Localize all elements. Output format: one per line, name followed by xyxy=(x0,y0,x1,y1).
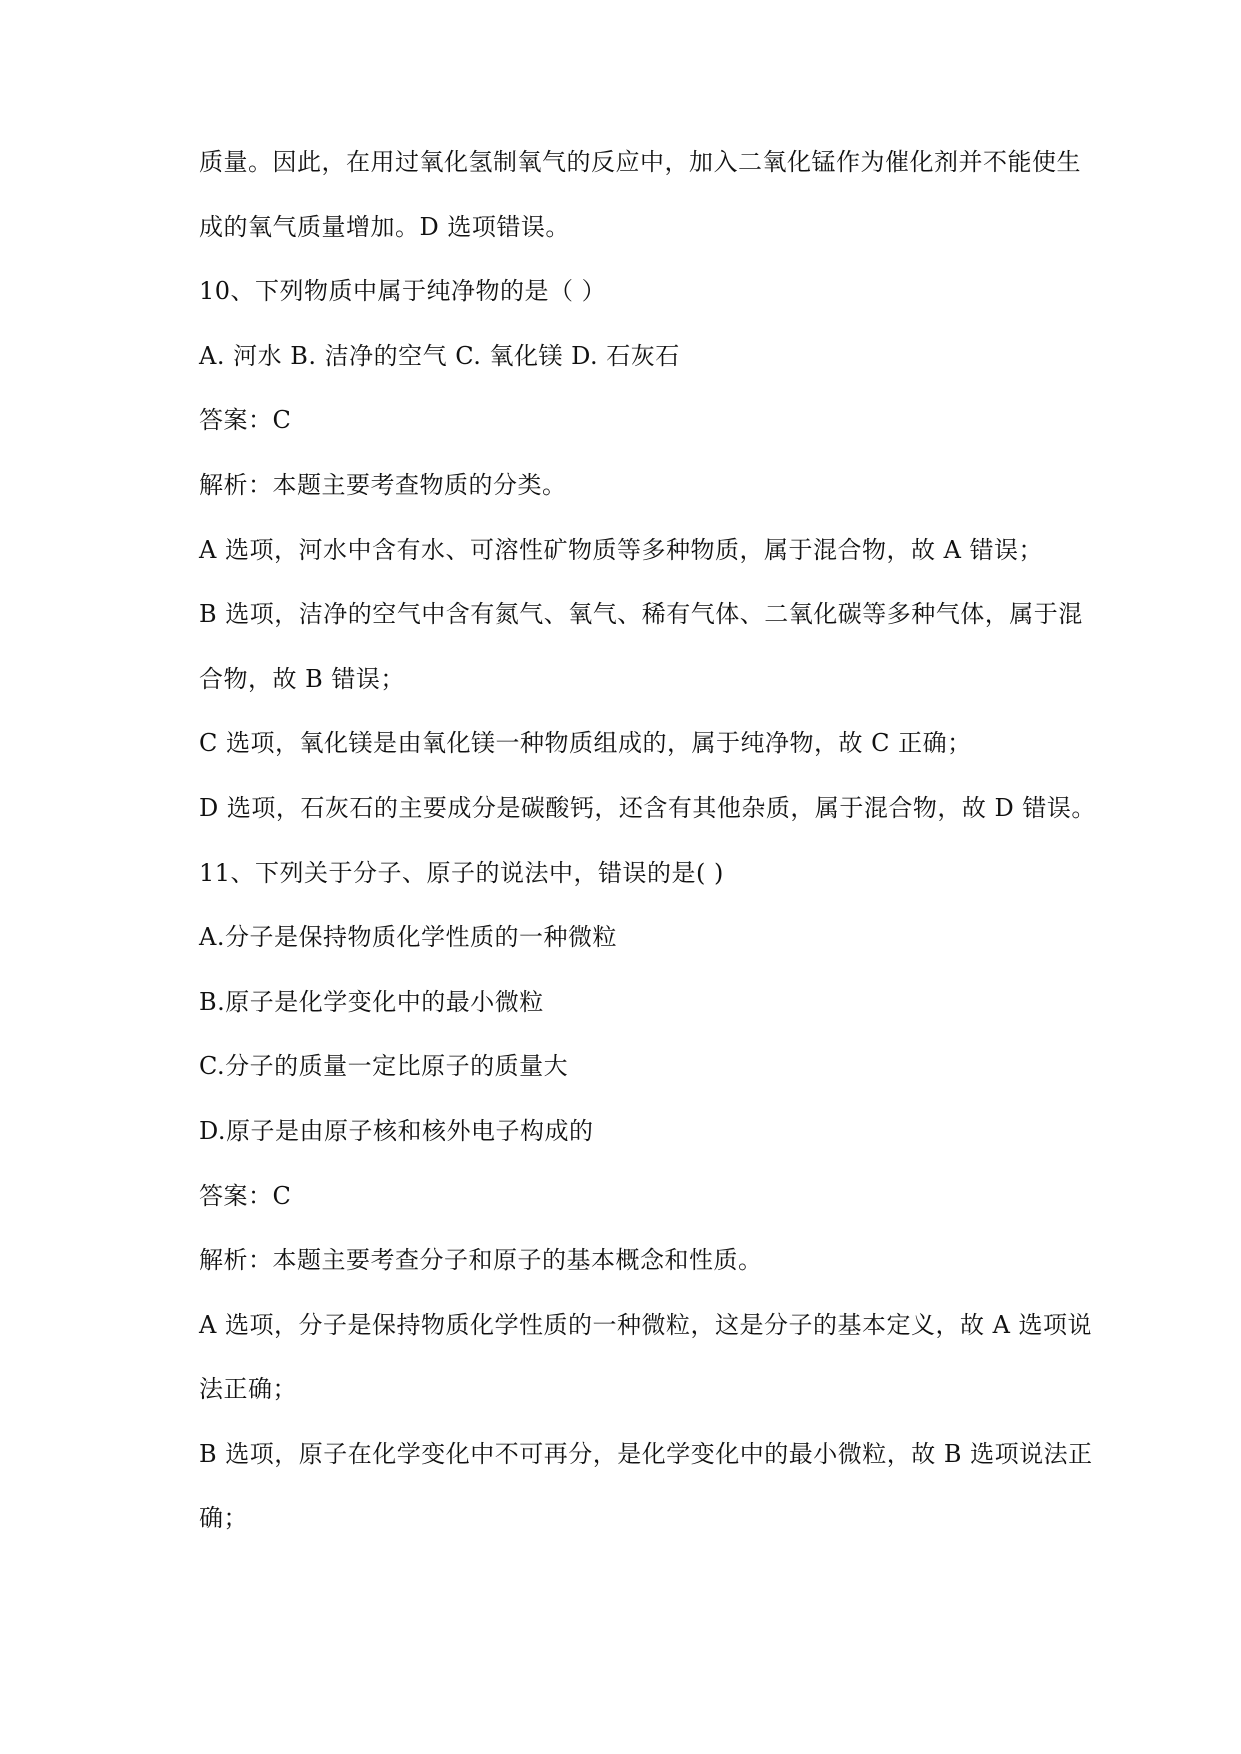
question-11-option-c: C.分子的质量一定比原子的质量大 xyxy=(199,1052,569,1081)
question-11-answer: 答案：C xyxy=(199,1181,292,1210)
analysis-line: C 选项，氧化镁是由氧化镁一种物质组成的，属于纯净物，故 C 正确； xyxy=(199,729,972,758)
question-10-answer: 答案：C xyxy=(199,406,292,435)
analysis-line: B 选项，洁净的空气中含有氮气、氧气、稀有气体、二氧化碳等多种气体，属于混 xyxy=(199,600,1083,629)
analysis-line: 确； xyxy=(199,1504,248,1533)
analysis-line: 法正确； xyxy=(199,1375,297,1404)
paragraph-line: 成的氧气质量增加。D 选项错误。 xyxy=(199,212,570,241)
paragraph-line: 质量。因此，在用过氧化氢制氧气的反应中，加入二氧化锰作为催化剂并不能使生 xyxy=(199,148,1081,176)
analysis-line: A 选项，分子是保持物质化学性质的一种微粒，这是分子的基本定义，故 A 选项说 xyxy=(199,1310,1093,1339)
question-11-analysis: 解析：本题主要考查分子和原子的基本概念和性质。 xyxy=(199,1246,763,1275)
question-10-stem: 10、下列物质中属于纯净物的是（ ） xyxy=(199,277,607,306)
question-11-option-b: B.原子是化学变化中的最小微粒 xyxy=(199,987,544,1016)
question-11-option-a: A.分子是保持物质化学性质的一种微粒 xyxy=(199,923,617,952)
analysis-line: D 选项，石灰石的主要成分是碳酸钙，还含有其他杂质，属于混合物，故 D 错误。 xyxy=(199,793,1096,822)
document-body xyxy=(199,144,1096,1565)
analysis-line: 合物，故 B 错误； xyxy=(199,664,405,693)
analysis-line: B 选项，原子在化学变化中不可再分，是化学变化中的最小微粒，故 B 选项说法正 xyxy=(199,1439,1093,1468)
question-10-options: A. 河水 B. 洁净的空气 C. 氧化镁 D. 石灰石 xyxy=(199,341,680,370)
question-11-option-d: D.原子是由原子核和核外电子构成的 xyxy=(199,1116,594,1145)
analysis-line: A 选项，河水中含有水、可溶性矿物质等多种物质，属于混合物，故 A 错误； xyxy=(199,535,1044,564)
question-11-stem: 11、下列关于分子、原子的说法中，错误的是( ) xyxy=(199,858,724,887)
question-10-analysis: 解析：本题主要考查物质的分类。 xyxy=(199,470,567,499)
